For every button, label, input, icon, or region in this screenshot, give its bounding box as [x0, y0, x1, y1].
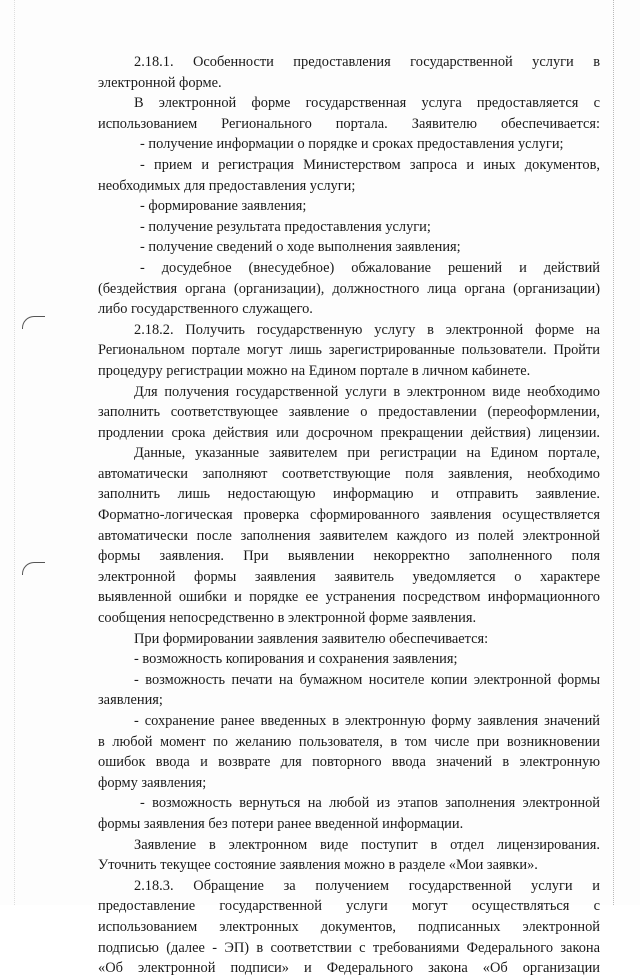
text-line: использованием Регионального портала. Заявителю обеспечивается: [98, 115, 600, 132]
text-line: заполнить лишь недостающую информацию и отправить заявление. [98, 486, 600, 503]
text-line: 2.18.2. Получить государственную услугу в электронной форме на [134, 321, 600, 338]
text-line: - получение результата предоставления услуги; [140, 218, 431, 235]
punch-hole-mark [22, 316, 45, 329]
text-line: - получение сведений о ходе выполнения заявления; [140, 239, 461, 256]
text-line: «Об электронной подписи» и Федерального закона «Об организации [98, 960, 600, 977]
text-line: либо государственного служащего. [98, 301, 313, 318]
document-body [98, 52, 600, 979]
text-line: В электронной форме государственная услуга предоставляется с [134, 95, 600, 112]
text-line: выявленной ошибки и порядке ее устранения посредством информационного [98, 589, 600, 606]
text-line: предоставление государственной услуги могут осуществляться с [98, 898, 600, 915]
scan-edge-right [612, 0, 614, 905]
text-line: сообщения непосредственно в электронной форме заявления. [98, 610, 477, 627]
text-line: Форматно-логическая проверка сформированного заявления осуществляется [98, 507, 600, 524]
text-line: Уточнить текущее состояние заявления можно в разделе «Мои заявки». [98, 857, 538, 874]
text-line: (бездействия органа (организации), должностного лица органа (организации) [98, 280, 600, 297]
text-line: При формировании заявления заявителю обеспечивается: [134, 630, 489, 647]
text-line: - прием и регистрация Министерством запроса и иных документов, [140, 156, 600, 173]
punch-hole-mark [22, 562, 45, 575]
text-line: формы заявления без потери ранее введенной информации. [98, 815, 464, 832]
text-line: ошибок ввода и возврате для повторного ввода значений в электронную [98, 754, 600, 771]
text-line: автоматически заполняют соответствующие поля заявления, необходимо [98, 465, 600, 482]
text-line: Региональном портале могут лишь зарегистрированные пользователи. Пройти [98, 342, 600, 359]
text-line: необходимых для предоставления услуги; [98, 177, 356, 194]
text-line: - сохранение ранее введенных в электронную форму заявления значений [134, 713, 600, 729]
text-line: использованием электронных документов, подписанных электронной [98, 918, 600, 935]
text-line: продлении срока действия или досрочном прекращении действия) лицензии. [98, 424, 600, 441]
text-line: электронной форме. [98, 74, 222, 91]
text-line: - досудебное (внесудебное) обжалование решений и действий [140, 259, 600, 276]
text-line: процедуру регистрации можно на Едином портале в личном кабинете. [98, 362, 531, 379]
scan-edge-left [14, 0, 16, 905]
text-line: автоматически после заполнения заявителем каждого из полей электронной [98, 527, 600, 544]
text-line: подписью (далее - ЭП) в соответствии с требованиями Федерального закона [98, 939, 600, 956]
text-line: 2.18.3. Обращение за получением государственной услуги и [134, 877, 600, 894]
text-line: Для получения государственной услуги в электронном виде необходимо [134, 383, 600, 400]
text-line: - возможность вернуться на любой из этапов заполнения электронной [140, 795, 600, 812]
text-line: заполнить соответствующее заявление о предоставлении (переоформлении, [98, 404, 600, 421]
text-line: Заявление в электронном виде поступит в отдел лицензирования. [134, 836, 600, 853]
text-line: - возможность копирования и сохранения заявления; [134, 651, 458, 668]
text-line: Данные, указанные заявителем при регистрации на Едином портале, [134, 445, 600, 462]
text-line: заявления; [98, 692, 163, 709]
text-line: в любой момент по желанию пользователя, в том числе при возникновении [98, 733, 600, 750]
text-line: электронной формы заявления заявитель уведомляется о характере [98, 568, 600, 585]
text-line: - возможность печати на бумажном носителе копии электронной формы [134, 671, 600, 688]
text-line: - получение информации о порядке и сроках предоставления услуги; [140, 136, 564, 153]
text-line: - формирование заявления; [140, 198, 307, 215]
text-line: форму заявления; [98, 774, 207, 791]
text-line: формы заявления. При выявлении некорректно заполненного поля [98, 548, 600, 565]
text-line: 2.18.1. Особенности предоставления государственной услуги в [134, 54, 600, 70]
